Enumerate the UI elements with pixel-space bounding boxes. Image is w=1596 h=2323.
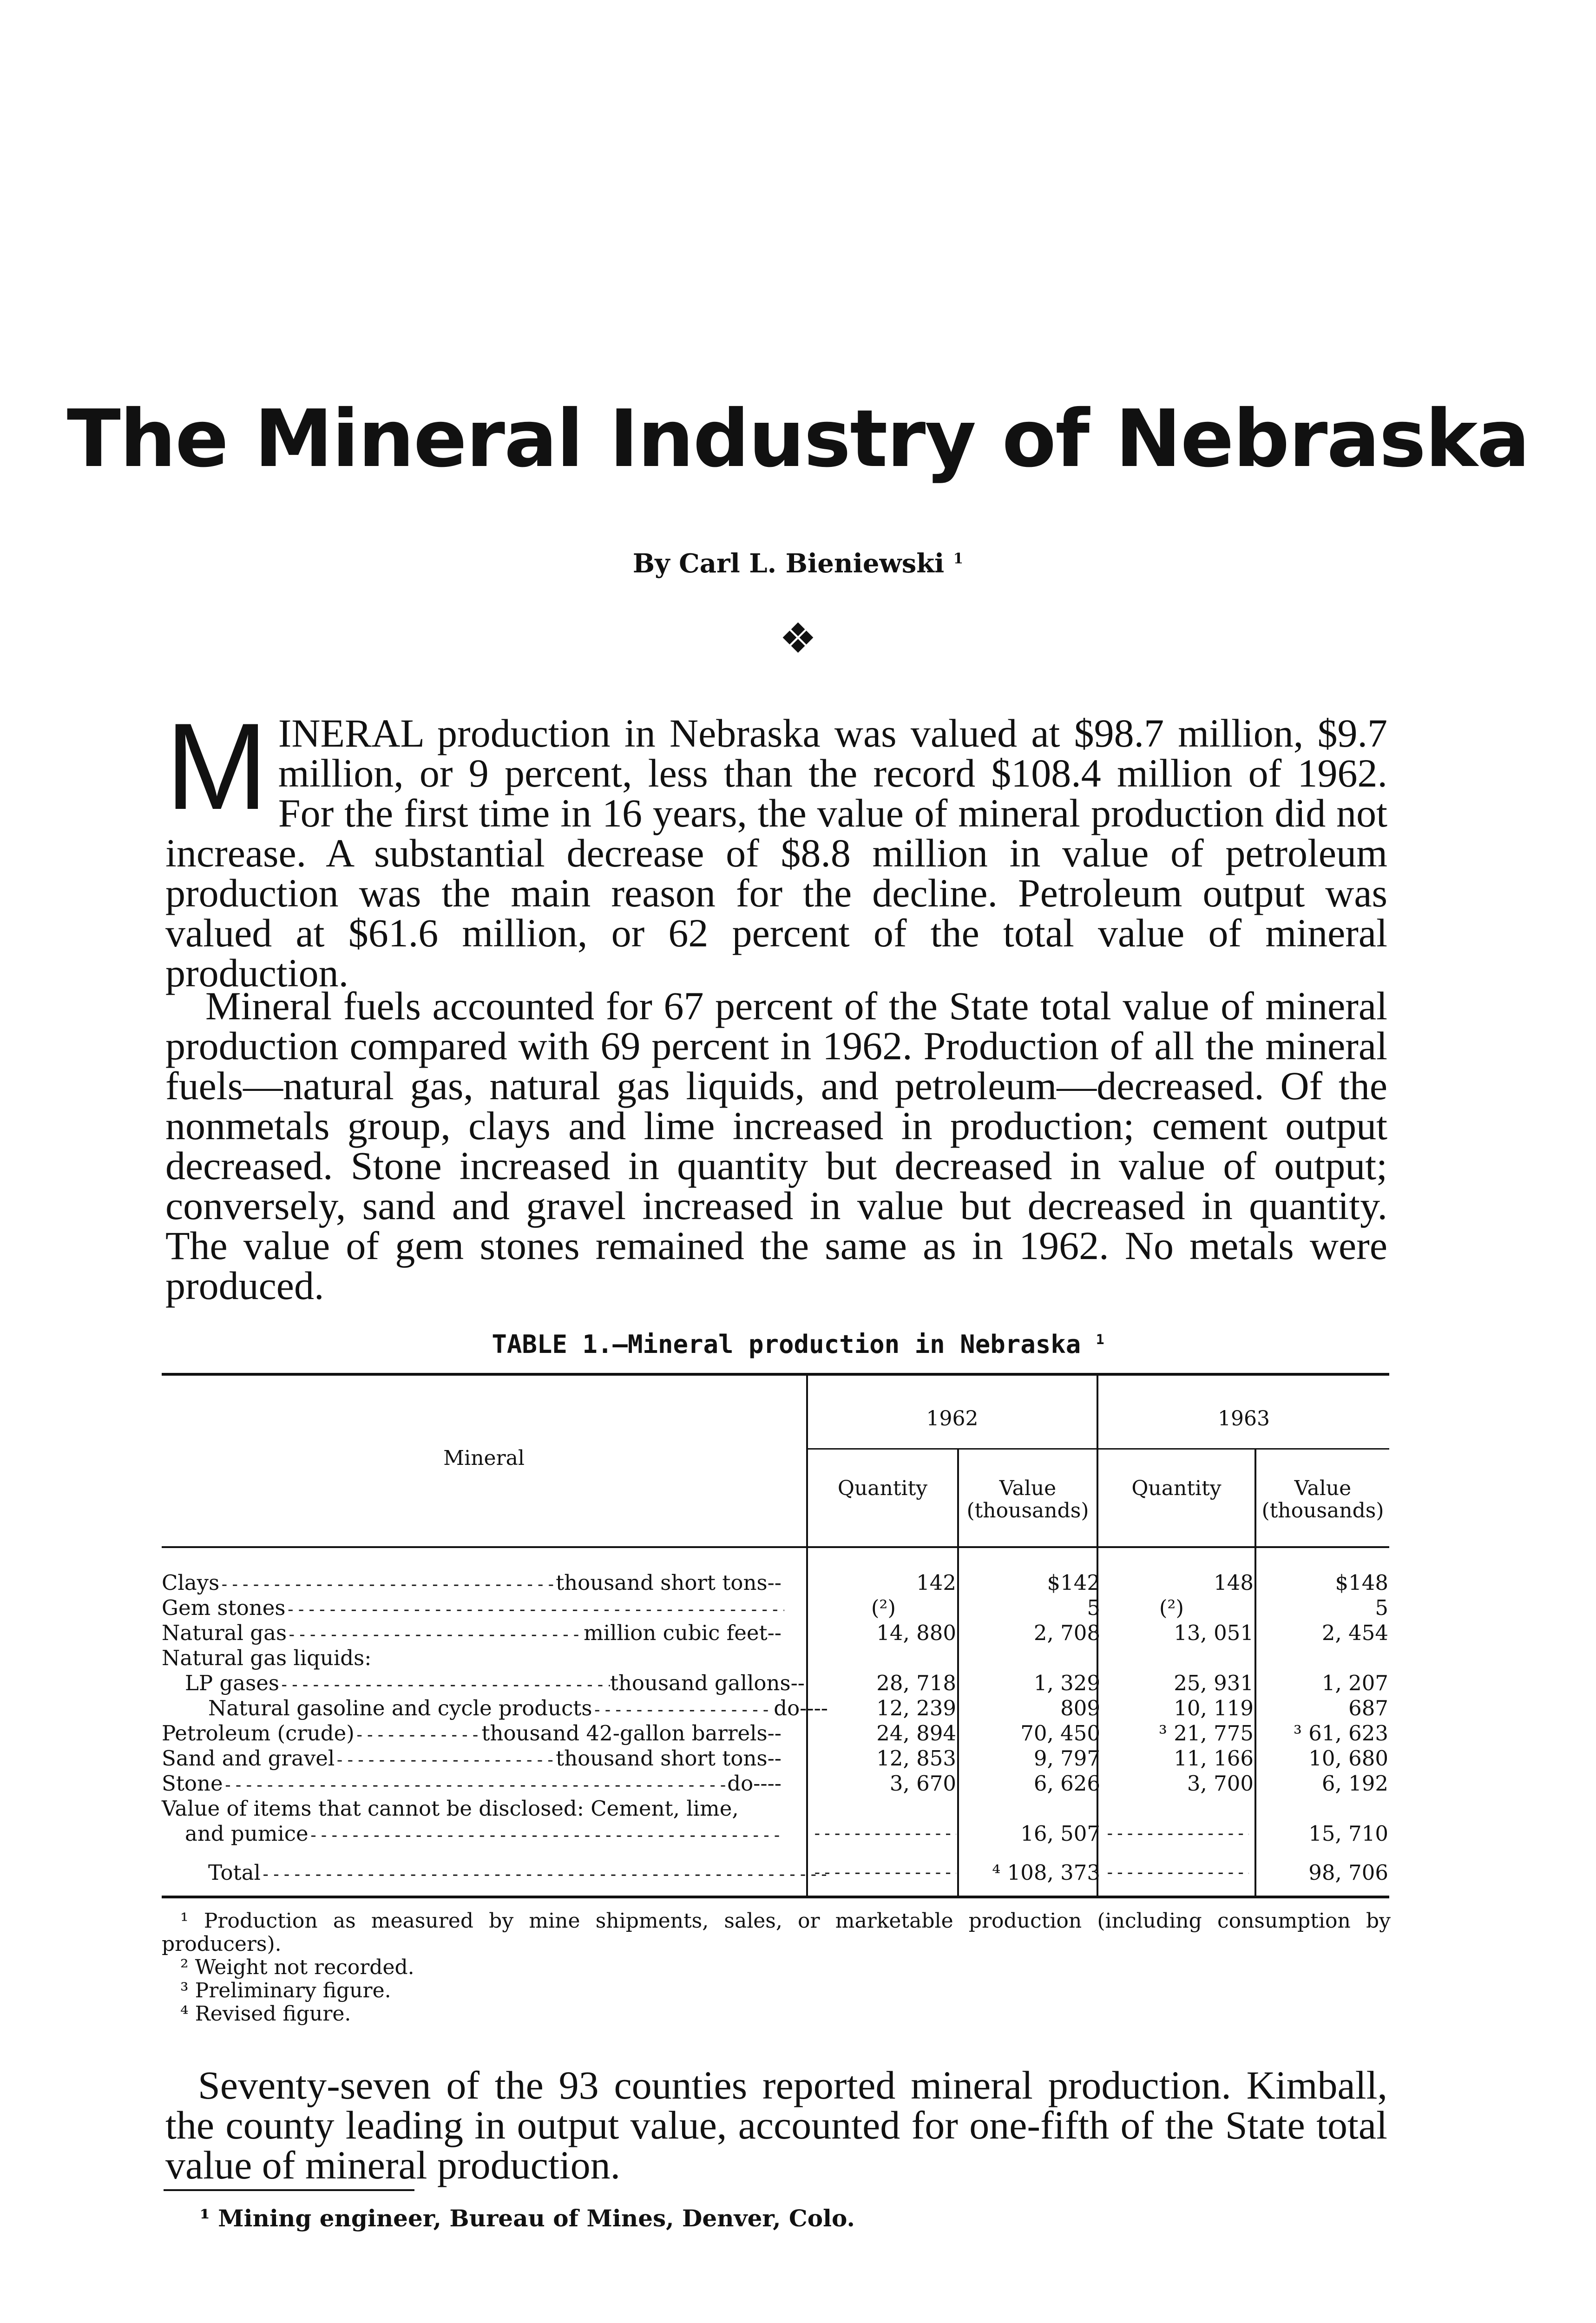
- row-unit: thousand gallons: [610, 1671, 791, 1695]
- header-quantity-1962: Quantity: [837, 1476, 928, 1500]
- header-value-1963: [1256, 1477, 1389, 1522]
- table-row-gem-stones: [162, 1595, 1389, 1621]
- header-value-label: Value: [999, 1476, 1057, 1500]
- leader-dots: [287, 1622, 584, 1647]
- footnote-1: ¹ Production as measured by mine shipments, sales, or marketable production (including consumption by producers).: [162, 1909, 1391, 1956]
- intro-paragraph-2: Mineral fuels accounted for 67 percent of the State total value of mineral production compared with 69 percent in 1962. Production of all the mineral fuels—natural gas, natural gas liquids, and petroleum—decreased. Of the nonmetals group, clays and lime increased in production; cement output decreased. Stone increased in quantity but decreased in value of output; conversely, sand and gravel increased in value but decreased in quantity. The value of gem stones remained the same as in 1962. No metals were produced.: [165, 984, 1387, 1308]
- header-value-unit: (thousands): [966, 1499, 1089, 1522]
- cell-quantity-1962-blank: [812, 1821, 956, 1846]
- table-row-clays: [162, 1570, 1389, 1595]
- cell-quantity-1963-blank: [1105, 1860, 1249, 1885]
- table-title-ref: 1: [1096, 1332, 1104, 1348]
- cell-quantity-1963: 148: [1214, 1570, 1254, 1595]
- intro-paragraph-1-text: INERAL production in Nebraska was valued at $98.7 million, $9.7 million, or 9 percent, less than the record $108.4 million of 1962. For the first time in 16 years, the value of mineral production did not increase. A substantial decrease of $8.8 million in value of petroleum production was the main reason for the decline. Petroleum output was valued at $61.6 million, or 62 percent of the total value of mineral production.: [165, 711, 1387, 995]
- cell-value-1962: 5: [1087, 1595, 1100, 1620]
- table-footnotes: [162, 1910, 1391, 2026]
- row-label: Gem stones: [162, 1595, 286, 1620]
- table-row-natural-gas: [162, 1621, 1389, 1646]
- closing-paragraph-text: Seventy-seven of the 93 counties reported mineral production. Kimball, the county leading in output value, accounted for one-fifth of the State total value of mineral production.: [165, 2063, 1387, 2187]
- leader-dots: [592, 1698, 774, 1723]
- leader-dots: [279, 1673, 610, 1698]
- cell-value-1963: 687: [1348, 1696, 1388, 1720]
- table-top-rule: [162, 1373, 1389, 1376]
- footnote-separator: [164, 2189, 414, 2191]
- table-row-natural-gasoline: [162, 1696, 1389, 1721]
- header-value-unit: (thousands): [1261, 1499, 1384, 1522]
- cell-value-1962: 2, 708: [1033, 1621, 1100, 1645]
- row-label-cont: and pumice: [185, 1821, 309, 1846]
- table-year-underline-1962: [808, 1448, 1097, 1450]
- table-row-total: [162, 1860, 1389, 1885]
- leader-tail: --: [767, 1621, 782, 1645]
- cell-quantity-1963: (²): [1159, 1595, 1184, 1620]
- cell-value-1963: ³ 61, 623: [1293, 1721, 1388, 1746]
- leader-dots: [219, 1572, 556, 1597]
- cell-value-1962: 1, 329: [1033, 1671, 1100, 1695]
- leader-dots: [261, 1862, 831, 1887]
- cell-value-1962: 9, 797: [1033, 1746, 1100, 1771]
- table-title-text: TABLE 1.—Mineral production in Nebraska: [492, 1330, 1081, 1359]
- row-label: Natural gas liquids:: [162, 1646, 372, 1670]
- leader-dots: [355, 1723, 482, 1748]
- cell-quantity-1962-blank: [812, 1860, 956, 1885]
- table-row-sand-gravel: [162, 1746, 1389, 1771]
- cell-quantity-1962: 142: [916, 1570, 956, 1595]
- row-label: Clays: [162, 1570, 220, 1595]
- cell-value-1962: $142: [1047, 1570, 1100, 1595]
- header-year-1963: 1963: [1218, 1407, 1270, 1431]
- table-row-lp-gases: [162, 1671, 1389, 1696]
- header-quantity-1963: Quantity: [1131, 1476, 1222, 1500]
- cell-quantity-1963: 10, 119: [1174, 1696, 1254, 1720]
- cell-quantity-1963: 13, 051: [1174, 1621, 1254, 1645]
- cell-value-1963: 5: [1375, 1595, 1388, 1620]
- row-unit: do: [774, 1696, 800, 1720]
- leader-dots: [286, 1597, 784, 1622]
- row-unit: thousand 42-gallon barrels: [481, 1721, 768, 1746]
- cell-quantity-1963: 25, 931: [1174, 1671, 1254, 1695]
- leader-dots: [309, 1823, 784, 1848]
- drop-cap: M: [165, 698, 268, 835]
- header-value-label: Value: [1294, 1476, 1352, 1500]
- header-value-1962: [959, 1477, 1097, 1522]
- leader-dots: [223, 1773, 728, 1798]
- footnote-4: ⁴ Revised figure.: [180, 2002, 351, 2026]
- header-year-1962: 1962: [926, 1407, 979, 1431]
- table-row-natural-gas-liquids: [162, 1646, 1389, 1671]
- footnote-3: ³ Preliminary figure.: [180, 1979, 391, 2002]
- cell-value-1962: 70, 450: [1020, 1721, 1100, 1746]
- table-row-undisclosed: [162, 1796, 1389, 1846]
- cell-quantity-1963: 11, 166: [1174, 1746, 1254, 1771]
- footnote-2: ² Weight not recorded.: [180, 1956, 414, 1979]
- leader-tail: --: [767, 1746, 782, 1771]
- cell-value-1963: 10, 680: [1308, 1746, 1388, 1771]
- cell-quantity-1963-blank: [1105, 1821, 1249, 1846]
- row-label: Petroleum (crude): [162, 1721, 355, 1746]
- cell-value-1963: $148: [1335, 1570, 1388, 1595]
- cell-value-1962: 6, 626: [1033, 1771, 1100, 1796]
- intro-paragraph-1: [165, 698, 1387, 995]
- table-row-petroleum: [162, 1721, 1389, 1746]
- closing-paragraph: [165, 2065, 1387, 2185]
- cell-value-1962: ⁴ 108, 373: [992, 1860, 1100, 1885]
- header-mineral: Mineral: [443, 1446, 525, 1470]
- cell-value-1963: 15, 710: [1308, 1821, 1388, 1846]
- table-body: [162, 1570, 1389, 1885]
- table-header-rule: [162, 1546, 1389, 1548]
- row-label: LP gases: [185, 1671, 279, 1695]
- fleuron-ornament-icon: ❖: [779, 614, 817, 663]
- row-label: Natural gasoline and cycle products: [208, 1696, 592, 1720]
- leader-dots: [335, 1748, 556, 1773]
- leader-tail: --: [767, 1721, 782, 1746]
- page-title: The Mineral Industry of Nebraska: [66, 393, 1530, 485]
- author-byline: [0, 548, 1596, 579]
- row-label: Natural gas: [162, 1621, 287, 1645]
- row-unit: do: [727, 1771, 754, 1796]
- cell-value-1962: 16, 507: [1020, 1821, 1100, 1846]
- table-title: [0, 1332, 1596, 1357]
- cell-value-1963: 2, 454: [1321, 1621, 1388, 1645]
- author-footnote-ref: 1: [953, 550, 964, 567]
- row-label: Stone: [162, 1771, 223, 1796]
- leader-tail: --: [790, 1671, 805, 1695]
- cell-quantity-1962: 3, 670: [889, 1771, 956, 1796]
- author-footnote: ¹ Mining engineer, Bureau of Mines, Denver, Colo.: [200, 2205, 855, 2232]
- cell-quantity-1962: 24, 894: [876, 1721, 956, 1746]
- cell-quantity-1962: 12, 239: [876, 1696, 956, 1720]
- author-name: By Carl L. Bieniewski: [632, 548, 945, 579]
- leader-tail: ----: [800, 1696, 828, 1720]
- table-row-stone: [162, 1771, 1389, 1796]
- table-year-underline-1963: [1098, 1448, 1389, 1450]
- row-unit: thousand short tons: [556, 1570, 768, 1595]
- cell-value-1962: 809: [1060, 1696, 1100, 1720]
- cell-value-1963: 98, 706: [1308, 1860, 1388, 1885]
- cell-quantity-1962: 28, 718: [876, 1671, 956, 1695]
- row-label: Sand and gravel: [162, 1746, 335, 1771]
- cell-value-1963: 1, 207: [1321, 1671, 1388, 1695]
- leader-tail: ----: [753, 1771, 782, 1796]
- row-label: Value of items that cannot be disclosed: Cement, lime,: [162, 1796, 739, 1821]
- cell-quantity-1963: ³ 21, 775: [1158, 1721, 1254, 1746]
- cell-quantity-1963: 3, 700: [1187, 1771, 1254, 1796]
- row-unit: thousand short tons: [556, 1746, 768, 1771]
- row-label: Total: [208, 1860, 261, 1885]
- cell-quantity-1962: 12, 853: [876, 1746, 956, 1771]
- table-bottom-rule: [162, 1896, 1389, 1898]
- cell-quantity-1962: 14, 880: [876, 1621, 956, 1645]
- leader-tail: --: [767, 1570, 782, 1595]
- row-unit: million cubic feet: [584, 1621, 768, 1645]
- cell-value-1963: 6, 192: [1321, 1771, 1388, 1796]
- cell-quantity-1962: (²): [871, 1595, 896, 1620]
